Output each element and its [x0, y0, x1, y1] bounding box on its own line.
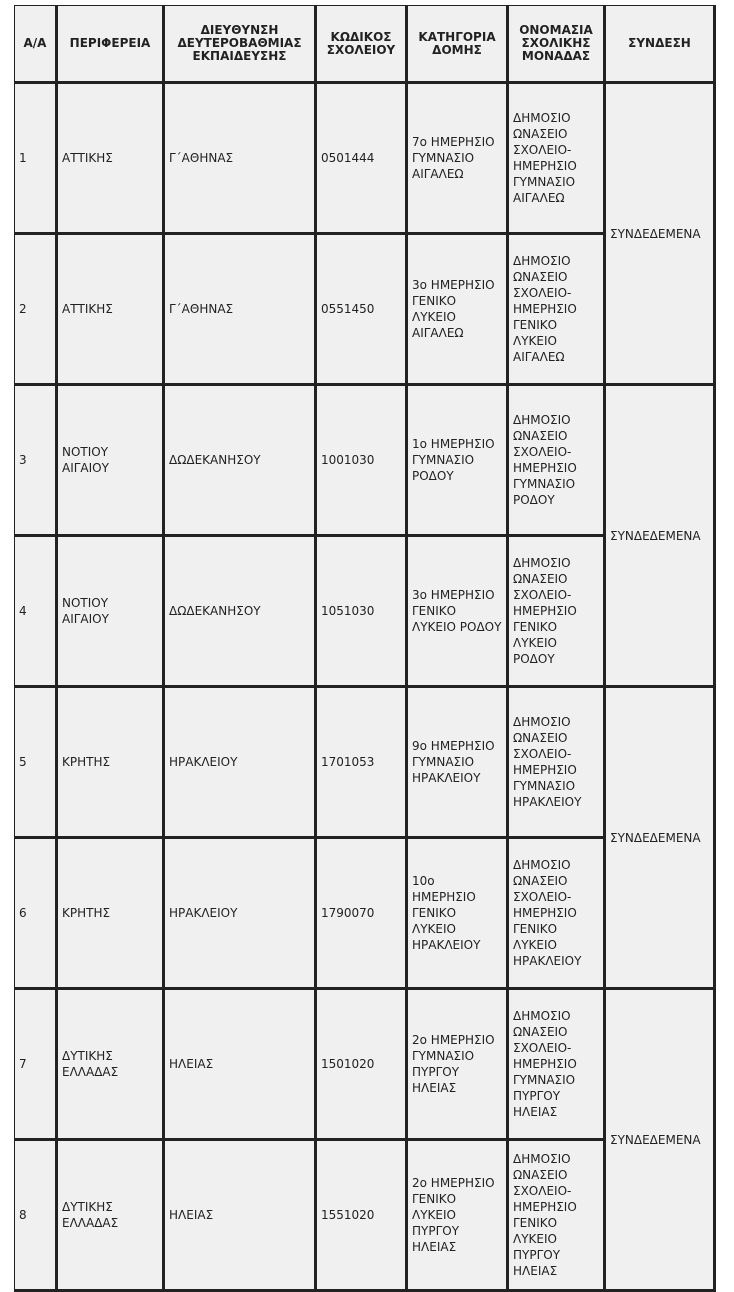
cell-kodikos: 1551020: [316, 1140, 407, 1291]
cell-dieythynsi: Γ΄ΑΘΗΝΑΣ: [164, 234, 316, 385]
cell-perifereia: ΝΟΤΙΟΥ ΑΙΓΑΙΟΥ: [57, 385, 164, 536]
cell-dieythynsi: Γ΄ΑΘΗΝΑΣ: [164, 83, 316, 234]
cell-aa: 7: [15, 989, 57, 1140]
cell-perifereia: ΔΥΤΙΚΗΣ ΕΛΛΑΔΑΣ: [57, 1140, 164, 1291]
cell-dieythynsi: ΗΛΕΙΑΣ: [164, 1140, 316, 1291]
cell-aa: 6: [15, 838, 57, 989]
cell-onomasia: ΔΗΜΟΣΙΟ ΩΝΑΣΕΙΟ ΣΧΟΛΕΙΟ-ΗΜΕΡΗΣΙΟ ΓΕΝΙΚΟ ΛΥΚΕΙΟ ΡΟΔΟΥ: [508, 536, 605, 687]
cell-perifereia: ΑΤΤΙΚΗΣ: [57, 83, 164, 234]
header-row: [15, 6, 715, 83]
cell-kategoria: 10ο ΗΜΕΡΗΣΙΟ ΓΕΝΙΚΟ ΛΥΚΕΙΟ ΗΡΑΚΛΕΙΟΥ: [407, 838, 508, 989]
cell-perifereia: ΑΤΤΙΚΗΣ: [57, 234, 164, 385]
cell-perifereia: ΚΡΗΤΗΣ: [57, 687, 164, 838]
header-syndesi: ΣΥΝΔΕΣΗ: [605, 6, 715, 83]
cell-kategoria: 9ο ΗΜΕΡΗΣΙΟ ΓΥΜΝΑΣΙΟ ΗΡΑΚΛΕΙΟΥ: [407, 687, 508, 838]
cell-kategoria: 7ο ΗΜΕΡΗΣΙΟ ΓΥΜΝΑΣΙΟ ΑΙΓΑΛΕΩ: [407, 83, 508, 234]
cell-perifereia: ΚΡΗΤΗΣ: [57, 838, 164, 989]
cell-syndesi: ΣΥΝΔΕΔΕΜΕΝΑ: [605, 989, 715, 1291]
cell-onomasia: ΔΗΜΟΣΙΟ ΩΝΑΣΕΙΟ ΣΧΟΛΕΙΟ-ΗΜΕΡΗΣΙΟ ΓΕΝΙΚΟ ΛΥΚΕΙΟ ΗΡΑΚΛΕΙΟΥ: [508, 838, 605, 989]
cell-aa: 2: [15, 234, 57, 385]
cell-kodikos: 1001030: [316, 385, 407, 536]
cell-dieythynsi: ΗΛΕΙΑΣ: [164, 989, 316, 1140]
cell-dieythynsi: ΗΡΑΚΛΕΙΟΥ: [164, 838, 316, 989]
cell-kategoria: 2ο ΗΜΕΡΗΣΙΟ ΓΕΝΙΚΟ ΛΥΚΕΙΟ ΠΥΡΓΟΥ ΗΛΕΙΑΣ: [407, 1140, 508, 1291]
cell-aa: 1: [15, 83, 57, 234]
cell-onomasia: ΔΗΜΟΣΙΟ ΩΝΑΣΕΙΟ ΣΧΟΛΕΙΟ-ΗΜΕΡΗΣΙΟ ΓΥΜΝΑΣΙΟ ΑΙΓΑΛΕΩ: [508, 83, 605, 234]
cell-onomasia: ΔΗΜΟΣΙΟ ΩΝΑΣΕΙΟ ΣΧΟΛΕΙΟ-ΗΜΕΡΗΣΙΟ ΓΥΜΝΑΣΙΟ ΠΥΡΓΟΥ ΗΛΕΙΑΣ: [508, 989, 605, 1140]
cell-dieythynsi: ΗΡΑΚΛΕΙΟΥ: [164, 687, 316, 838]
table-row: [15, 385, 715, 536]
cell-kodikos: 1790070: [316, 838, 407, 989]
cell-kodikos: 0551450: [316, 234, 407, 385]
cell-kodikos: 1501020: [316, 989, 407, 1140]
header-aa: Α/Α: [15, 6, 57, 83]
cell-aa: 3: [15, 385, 57, 536]
cell-onomasia: ΔΗΜΟΣΙΟ ΩΝΑΣΕΙΟ ΣΧΟΛΕΙΟ-ΗΜΕΡΗΣΙΟ ΓΕΝΙΚΟ ΛΥΚΕΙΟ ΠΥΡΓΟΥ ΗΛΕΙΑΣ: [508, 1140, 605, 1291]
schools-table: [14, 5, 716, 1292]
header-kodikos: ΚΩΔΙΚΟΣ ΣΧΟΛΕΙΟΥ: [316, 6, 407, 83]
cell-dieythynsi: ΔΩΔΕΚΑΝΗΣΟΥ: [164, 536, 316, 687]
header-onomasia: ΟΝΟΜΑΣΙΑ ΣΧΟΛΙΚΗΣ ΜΟΝΑΔΑΣ: [508, 6, 605, 83]
cell-aa: 5: [15, 687, 57, 838]
cell-kodikos: 0501444: [316, 83, 407, 234]
cell-perifereia: ΝΟΤΙΟΥ ΑΙΓΑΙΟΥ: [57, 536, 164, 687]
cell-kategoria: 1ο ΗΜΕΡΗΣΙΟ ΓΥΜΝΑΣΙΟ ΡΟΔΟΥ: [407, 385, 508, 536]
cell-kodikos: 1701053: [316, 687, 407, 838]
header-perifereia: ΠΕΡΙΦΕΡΕΙΑ: [57, 6, 164, 83]
cell-onomasia: ΔΗΜΟΣΙΟ ΩΝΑΣΕΙΟ ΣΧΟΛΕΙΟ-ΗΜΕΡΗΣΙΟ ΓΥΜΝΑΣΙΟ ΡΟΔΟΥ: [508, 385, 605, 536]
cell-syndesi: ΣΥΝΔΕΔΕΜΕΝΑ: [605, 83, 715, 385]
cell-kategoria: 2ο ΗΜΕΡΗΣΙΟ ΓΥΜΝΑΣΙΟ ΠΥΡΓΟΥ ΗΛΕΙΑΣ: [407, 989, 508, 1140]
cell-onomasia: ΔΗΜΟΣΙΟ ΩΝΑΣΕΙΟ ΣΧΟΛΕΙΟ-ΗΜΕΡΗΣΙΟ ΓΕΝΙΚΟ ΛΥΚΕΙΟ ΑΙΓΑΛΕΩ: [508, 234, 605, 385]
cell-kategoria: 3ο ΗΜΕΡΗΣΙΟ ΓΕΝΙΚΟ ΛΥΚΕΙΟ ΑΙΓΑΛΕΩ: [407, 234, 508, 385]
table-row: [15, 687, 715, 838]
header-dieythynsi: ΔΙΕΥΘΥΝΣΗ ΔΕΥΤΕΡΟΒΑΘΜΙΑΣ ΕΚΠΑΙΔΕΥΣΗΣ: [164, 6, 316, 83]
cell-aa: 8: [15, 1140, 57, 1291]
header-kategoria: ΚΑΤΗΓΟΡΙΑ ΔΟΜΗΣ: [407, 6, 508, 83]
table-row: [15, 989, 715, 1140]
cell-onomasia: ΔΗΜΟΣΙΟ ΩΝΑΣΕΙΟ ΣΧΟΛΕΙΟ-ΗΜΕΡΗΣΙΟ ΓΥΜΝΑΣΙΟ ΗΡΑΚΛΕΙΟΥ: [508, 687, 605, 838]
cell-syndesi: ΣΥΝΔΕΔΕΜΕΝΑ: [605, 687, 715, 989]
cell-kodikos: 1051030: [316, 536, 407, 687]
cell-perifereia: ΔΥΤΙΚΗΣ ΕΛΛΑΔΑΣ: [57, 989, 164, 1140]
cell-syndesi: ΣΥΝΔΕΔΕΜΕΝΑ: [605, 385, 715, 687]
cell-aa: 4: [15, 536, 57, 687]
cell-dieythynsi: ΔΩΔΕΚΑΝΗΣΟΥ: [164, 385, 316, 536]
table-row: [15, 83, 715, 234]
cell-kategoria: 3ο ΗΜΕΡΗΣΙΟ ΓΕΝΙΚΟ ΛΥΚΕΙΟ ΡΟΔΟΥ: [407, 536, 508, 687]
